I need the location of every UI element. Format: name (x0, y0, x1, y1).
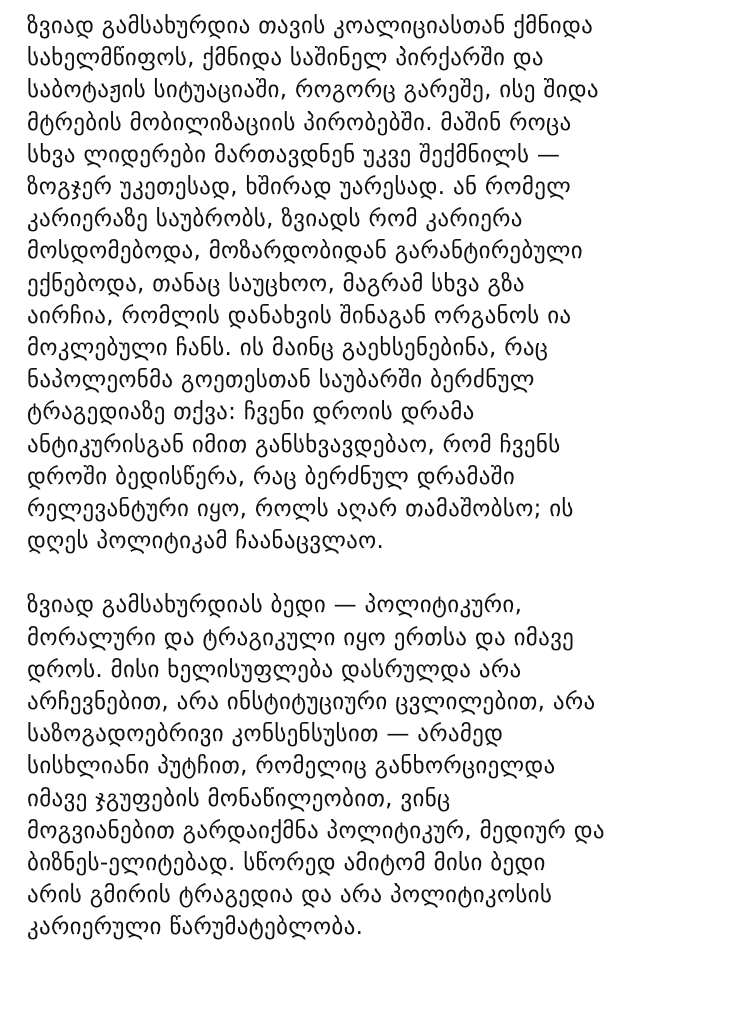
text-line: მტრების მობილიზაციის პირობებში. მაშინ როცა (27, 109, 572, 136)
text-line: მოკლებული ჩანს. ის მაინც გაეხსენებინა, რაც (27, 335, 549, 362)
text-line: სისხლიანი პუტჩით, რომელიც განხორციელდა (27, 753, 556, 780)
text-line: ექნებოდა, თანაც საუცხოო, მაგრამ სხვა გზა (27, 270, 525, 297)
text-line: ბიზნეს-ელიტებად. სწორედ ამიტომ მისი ბედი (27, 850, 546, 877)
paragraph-2 (27, 589, 733, 943)
text-line: კარიერული წარუმატებლობა. (27, 914, 364, 941)
text-line: მორალური და ტრაგიკული იყო ერთსა და იმავე (27, 624, 575, 651)
text-line: სახელმწიფოს, ქმნიდა საშინელ პირქარში და (27, 45, 544, 72)
text-line: რელევანტური იყო, როლს აღარ თამაშობსო; ის (27, 496, 574, 523)
text-line: საბოტაჟის სიტუაციაში, როგორც გარეშე, ისე შიდა (27, 77, 599, 104)
text-line: კარიერაზე საუბრობს, ზვიადს რომ კარიერა (27, 206, 523, 233)
text-line: აირჩია, რომლის დანახვის შინაგან ორგანოს ია (27, 302, 572, 329)
text-line: არის გმირის ტრაგედია და არა პოლიტიკოსის (27, 882, 553, 909)
text-line: ზოგჯერ უკეთესად, ხშირად უარესად. ან რომელ (27, 174, 571, 201)
text-line: ზვიად გამსახურდიას ბედი — პოლიტიკური, (27, 592, 523, 619)
text-line: მოსდომებოდა, მოზარდობიდან გარანტირებული (27, 238, 583, 265)
text-line: დროს. მისი ხელისუფლება დასრულდა არა (27, 656, 522, 683)
text-line: დღეს პოლიტიკამ ჩაანაცვლაო. (27, 528, 385, 555)
text-line: მოგვიანებით გარდაიქმნა პოლიტიკურ, მედიურ და (27, 817, 605, 844)
paragraph-1 (27, 10, 733, 557)
text-line: საზოგადოებრივი კონსენსუსით — არამედ (27, 721, 504, 748)
text-line: ნაპოლეონმა გოეთესთან საუბარში ბერძნულ (27, 367, 535, 394)
text-line: ზვიად გამსახურდია თავის კოალიციასთან ქმნიდა (27, 13, 594, 39)
text-line: დროში ბედისწერა, რაც ბერძნულ დრამაში (27, 463, 516, 490)
text-line: იმავე ჯგუფების მონაწილეობით, ვინც (27, 785, 451, 812)
text-line: ანტიკურისგან იმით განსხვავდებაო, რომ ჩვენს (27, 431, 561, 458)
text-line: ტრაგედიაზე თქვა: ჩვენი დროის დრამა (27, 399, 475, 426)
text-line: არჩევნებით, არა ინსტიტუციური ცვლილებით, არა (27, 689, 596, 716)
text-line: სხვა ლიდერები მართავდნენ უკვე შექმნილს — (27, 141, 561, 168)
